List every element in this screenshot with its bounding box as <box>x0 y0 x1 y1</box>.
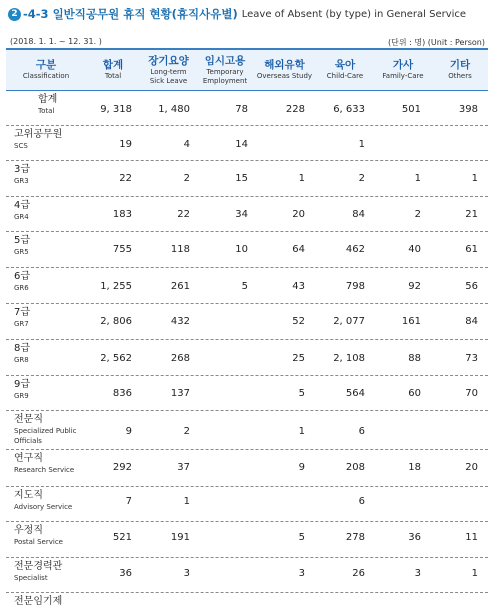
cell-value: 21 <box>465 209 478 220</box>
row-label <box>14 270 30 293</box>
cell-value: 10 <box>235 244 248 255</box>
table-row <box>6 231 488 268</box>
row-label-ko: 6급 <box>14 271 31 282</box>
row-label-en: GR3 <box>14 177 29 185</box>
cell-value: 228 <box>285 104 305 115</box>
cell-value: 36 <box>119 568 132 579</box>
cell-value: 84 <box>352 209 365 220</box>
header-total-ko: 합계 <box>102 59 124 71</box>
header-sick-leave-ko: 장기요양 <box>148 54 189 67</box>
row-label <box>14 378 30 401</box>
cell-value: 20 <box>465 462 478 473</box>
row-label-en: GR9 <box>14 392 29 400</box>
cell-value: 2, 806 <box>100 316 132 327</box>
cell-value: 37 <box>177 462 190 473</box>
row-label-en: Total <box>38 107 55 115</box>
table-row <box>6 410 488 450</box>
cell-value: 137 <box>170 388 190 399</box>
row-label-en: GR5 <box>14 248 29 256</box>
row-label-en: GR7 <box>14 320 29 328</box>
cell-value: 1 <box>183 496 190 507</box>
cell-value: 1 <box>414 173 421 184</box>
row-label-ko: 고위공무원 <box>14 129 63 140</box>
table-row <box>6 160 488 197</box>
header-sick-leave-en1: Long-term <box>150 67 187 76</box>
cell-value: 6, 633 <box>333 104 365 115</box>
header-total <box>86 50 140 90</box>
cell-value: 191 <box>170 532 190 543</box>
header-overseas <box>253 50 316 90</box>
cell-value: 521 <box>112 532 132 543</box>
cell-value: 6 <box>358 426 365 437</box>
cell-value: 20 <box>292 209 305 220</box>
header-family-care <box>374 50 432 90</box>
cell-value: 36 <box>408 532 421 543</box>
table-row <box>6 196 488 232</box>
row-label <box>14 413 77 446</box>
cell-value: 19 <box>119 139 132 150</box>
cell-value: 2 <box>183 426 190 437</box>
header-others <box>432 50 488 90</box>
cell-value: 34 <box>235 209 248 220</box>
row-label-en: SCS <box>14 142 28 150</box>
row-label-ko: 3급 <box>14 164 31 175</box>
row-label-en: Specialized Public <box>14 427 77 435</box>
cell-value: 501 <box>401 104 421 115</box>
row-label-ko: 5급 <box>14 235 31 246</box>
cell-value: 118 <box>170 244 190 255</box>
cell-value: 40 <box>408 244 421 255</box>
cell-value: 11 <box>465 532 478 543</box>
cell-value: 564 <box>345 388 365 399</box>
header-category <box>6 50 86 90</box>
table-row <box>6 339 488 376</box>
cell-value: 3 <box>183 568 190 579</box>
cell-value: 2, 108 <box>333 353 365 364</box>
table-row <box>6 90 488 126</box>
row-label <box>14 524 63 547</box>
header-others-ko: 기타 <box>449 59 471 71</box>
header-temporary <box>197 50 253 90</box>
cell-value: 26 <box>352 568 365 579</box>
cell-value: 3 <box>298 568 305 579</box>
row-label <box>14 306 30 329</box>
row-label-en: GR6 <box>14 284 29 292</box>
cell-value: 161 <box>401 316 421 327</box>
cell-value: 6 <box>358 496 365 507</box>
header-temporary-en1: Temporary <box>206 67 244 76</box>
row-label <box>14 128 62 151</box>
cell-value: 9 <box>125 426 132 437</box>
cell-value: 462 <box>345 244 365 255</box>
table-row <box>6 486 488 522</box>
cell-value: 2 <box>414 209 421 220</box>
row-label-ko: 7급 <box>14 307 31 318</box>
cell-value: 64 <box>292 244 305 255</box>
row-label-ko: 전문직 <box>14 414 43 425</box>
cell-value: 2 <box>358 173 365 184</box>
cell-value: 25 <box>292 353 305 364</box>
table-row <box>6 557 488 593</box>
row-label <box>14 342 30 365</box>
header-family-care-ko: 가사 <box>392 59 414 71</box>
cell-value: 9, 318 <box>100 104 132 115</box>
section-badge: 2 <box>8 8 21 21</box>
cell-value: 92 <box>408 281 421 292</box>
row-label-ko: 합계 <box>38 94 58 105</box>
table-row <box>6 303 488 340</box>
page-title <box>8 5 466 23</box>
section-number: -4-3 <box>23 7 49 21</box>
cell-value: 268 <box>170 353 190 364</box>
header-temporary-en2: Employment <box>202 76 248 85</box>
cell-value: 14 <box>235 139 248 150</box>
cell-value: 78 <box>235 104 248 115</box>
row-label-en: Specialist <box>14 574 48 582</box>
header-child-care-en: Child-Care <box>326 72 364 80</box>
cell-value: 432 <box>170 316 190 327</box>
table-row <box>6 449 488 487</box>
title-english: Leave of Absent (by type) in General Service <box>241 8 467 20</box>
cell-value: 1 <box>471 173 478 184</box>
header-category-en: Classification <box>22 72 70 80</box>
row-label-ko: 지도직 <box>14 490 43 501</box>
cell-value: 2, 562 <box>100 353 132 364</box>
cell-value: 18 <box>408 462 421 473</box>
cell-value: 70 <box>465 388 478 399</box>
cell-value: 1, 255 <box>100 281 132 292</box>
row-label-ko: 8급 <box>14 343 31 354</box>
row-label <box>38 93 57 116</box>
row-label <box>14 595 62 608</box>
row-label <box>14 452 74 475</box>
table-row <box>6 267 488 304</box>
cell-value: 61 <box>465 244 478 255</box>
row-label-en: GR4 <box>14 213 29 221</box>
header-others-en: Others <box>448 72 472 80</box>
row-label-en: Research Service <box>14 466 75 474</box>
cell-value: 755 <box>112 244 132 255</box>
cell-value: 43 <box>292 281 305 292</box>
row-label <box>14 234 30 257</box>
row-label-ko: 4급 <box>14 200 31 211</box>
cell-value: 22 <box>177 209 190 220</box>
header-family-care-en: Family-Care <box>382 72 424 80</box>
cell-value: 278 <box>345 532 365 543</box>
row-label <box>14 560 62 583</box>
header-category-ko: 구분 <box>35 59 57 71</box>
cell-value: 2, 077 <box>333 316 365 327</box>
row-label <box>14 489 72 512</box>
cell-value: 88 <box>408 353 421 364</box>
cell-value: 1 <box>298 426 305 437</box>
cell-value: 208 <box>345 462 365 473</box>
cell-value: 56 <box>465 281 478 292</box>
row-label-ko: 우정직 <box>14 525 43 536</box>
header-total-en: Total <box>104 72 122 80</box>
row-label-ko: 9급 <box>14 379 31 390</box>
cell-value: 3 <box>414 568 421 579</box>
table-row <box>6 521 488 558</box>
row-label-en: Postal Service <box>14 538 63 546</box>
cell-value: 398 <box>458 104 478 115</box>
cell-value: 9 <box>298 462 305 473</box>
header-child-care-ko: 육아 <box>334 59 356 71</box>
cell-value: 292 <box>112 462 132 473</box>
cell-value: 5 <box>298 388 305 399</box>
title-korean: 일반직공무원 휴직 현황(휴직사유별) <box>52 7 238 21</box>
cell-value: 183 <box>112 209 132 220</box>
cell-value: 5 <box>241 281 248 292</box>
cell-value: 73 <box>465 353 478 364</box>
cell-value: 261 <box>170 281 190 292</box>
row-label-ko: 전문경력관 <box>14 561 63 572</box>
row-label-ko: 전문임기제 <box>14 596 63 607</box>
cell-value: 60 <box>408 388 421 399</box>
row-label-en: Officials <box>14 437 42 445</box>
table-header <box>6 50 488 91</box>
cell-value: 1, 480 <box>158 104 190 115</box>
cell-value: 836 <box>112 388 132 399</box>
period-label: (2018. 1. 1. ~ 12. 31. ) <box>10 37 102 46</box>
cell-value: 7 <box>125 496 132 507</box>
cell-value: 15 <box>235 173 248 184</box>
row-label <box>14 199 30 222</box>
cell-value: 2 <box>183 173 190 184</box>
table-row <box>6 592 488 612</box>
row-label <box>14 163 30 186</box>
header-child-care <box>316 50 374 90</box>
header-sick-leave <box>140 50 197 90</box>
cell-value: 1 <box>298 173 305 184</box>
cell-value: 798 <box>345 281 365 292</box>
unit-label: (단위 : 명) (Unit : Person) <box>388 38 485 47</box>
row-label-ko: 연구직 <box>14 453 43 464</box>
cell-value: 22 <box>119 173 132 184</box>
header-overseas-en: Overseas Study <box>256 72 313 80</box>
table-row <box>6 375 488 411</box>
cell-value: 5 <box>298 532 305 543</box>
cell-value: 52 <box>292 316 305 327</box>
header-sick-leave-en2: Sick Leave <box>149 76 188 85</box>
cell-value: 1 <box>471 568 478 579</box>
header-overseas-ko: 해외유학 <box>264 59 305 71</box>
header-temporary-ko: 임시고용 <box>204 54 246 67</box>
cell-value: 1 <box>358 139 365 150</box>
row-label-en: GR8 <box>14 356 29 364</box>
row-label-en: Advisory Service <box>14 503 73 511</box>
cell-value: 84 <box>465 316 478 327</box>
table-row <box>6 125 488 161</box>
cell-value: 4 <box>183 139 190 150</box>
